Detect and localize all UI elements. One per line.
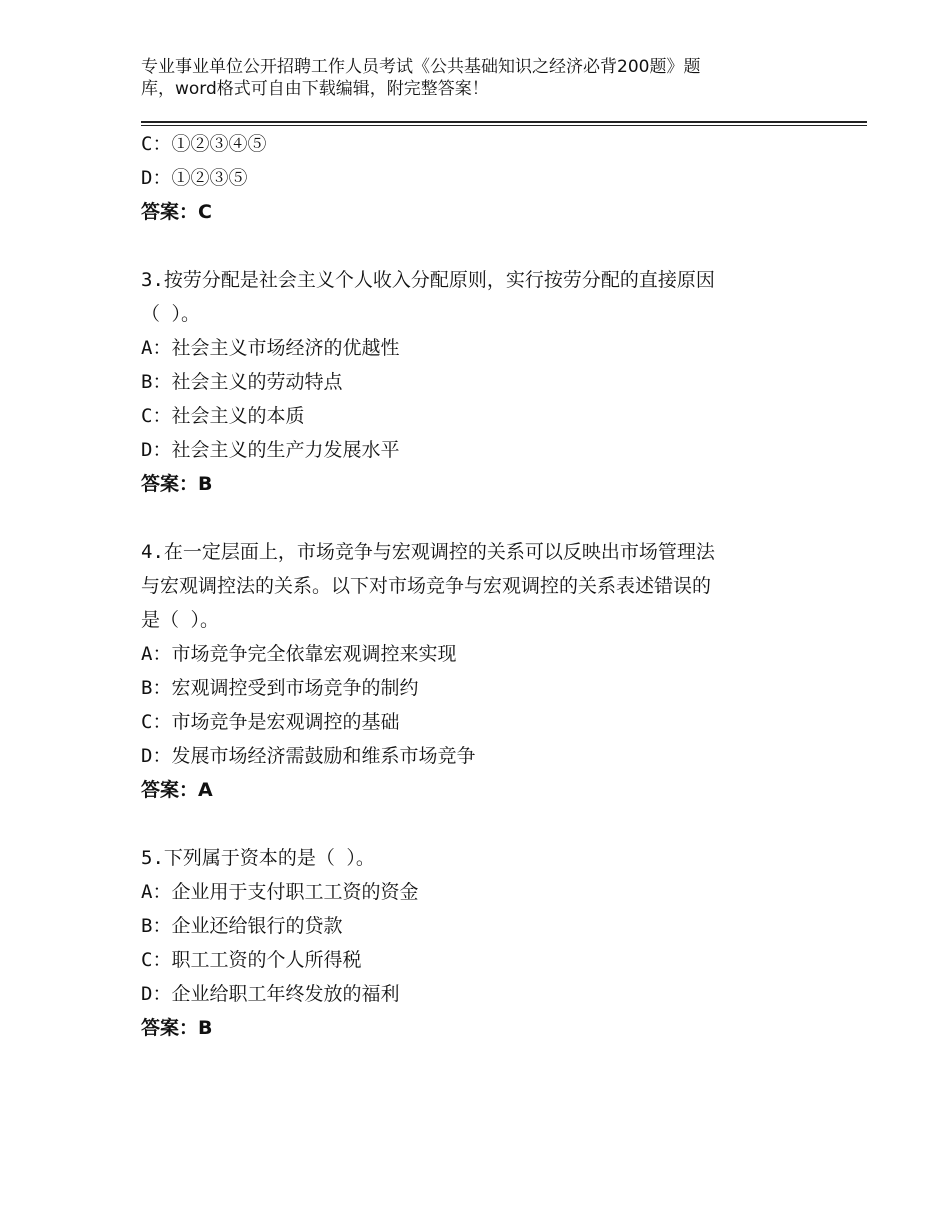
question-stem: 4.在一定层面上，市场竞争与宏观调控的关系可以反映出市场管理法: [141, 541, 715, 563]
option-a: A：企业用于支付职工工资的资金: [141, 881, 419, 903]
option-d: D：社会主义的生产力发展水平: [141, 439, 400, 461]
header-title-line-2: 库，word格式可自由下载编辑，附完整答案！: [141, 79, 489, 99]
question-4: [141, 535, 861, 807]
option-d: D：发展市场经济需鼓励和维系市场竞争: [141, 745, 476, 767]
header-divider: [141, 121, 867, 123]
answer-line: 答案：A: [141, 779, 213, 801]
header-divider-thin: [141, 125, 867, 126]
option-a: A：市场竞争完全依靠宏观调控来实现: [141, 643, 457, 665]
option-a: A：社会主义市场经济的优越性: [141, 337, 400, 359]
option-c: C：市场竞争是宏观调控的基础: [141, 711, 400, 733]
question-stem: 5.下列属于资本的是（ ）。: [141, 847, 375, 869]
question-stem: 3.按劳分配是社会主义个人收入分配原则，实行按劳分配的直接原因: [141, 269, 715, 291]
option-b: B：企业还给银行的贷款: [141, 915, 343, 937]
spacer: [141, 501, 861, 535]
option-d: D：①②③⑤: [141, 167, 248, 189]
spacer: [141, 229, 861, 263]
question-stem-continued: 是（ ）。: [141, 609, 219, 631]
option-b: B：社会主义的劳动特点: [141, 371, 343, 393]
option-c: C：职工工资的个人所得税: [141, 949, 362, 971]
answer-line: 答案：B: [141, 1017, 213, 1039]
document-body: [141, 127, 861, 1045]
option-c: C：①②③④⑤: [141, 133, 267, 155]
option-d: D：企业给职工年终发放的福利: [141, 983, 400, 1005]
question-stem-continued: （ ）。: [141, 303, 200, 325]
document-header: [141, 56, 781, 100]
question-2-tail: [141, 127, 861, 229]
option-b: B：宏观调控受到市场竞争的制约: [141, 677, 419, 699]
spacer: [141, 807, 861, 841]
option-c: C：社会主义的本质: [141, 405, 305, 427]
question-stem-continued: 与宏观调控法的关系。以下对市场竞争与宏观调控的关系表述错误的: [141, 575, 712, 597]
answer-line: 答案：C: [141, 201, 212, 223]
question-3: [141, 263, 861, 501]
header-title-line-1: 专业事业单位公开招聘工作人员考试《公共基础知识之经济必背200题》题: [141, 57, 701, 77]
answer-line: 答案：B: [141, 473, 213, 495]
question-5: [141, 841, 861, 1045]
